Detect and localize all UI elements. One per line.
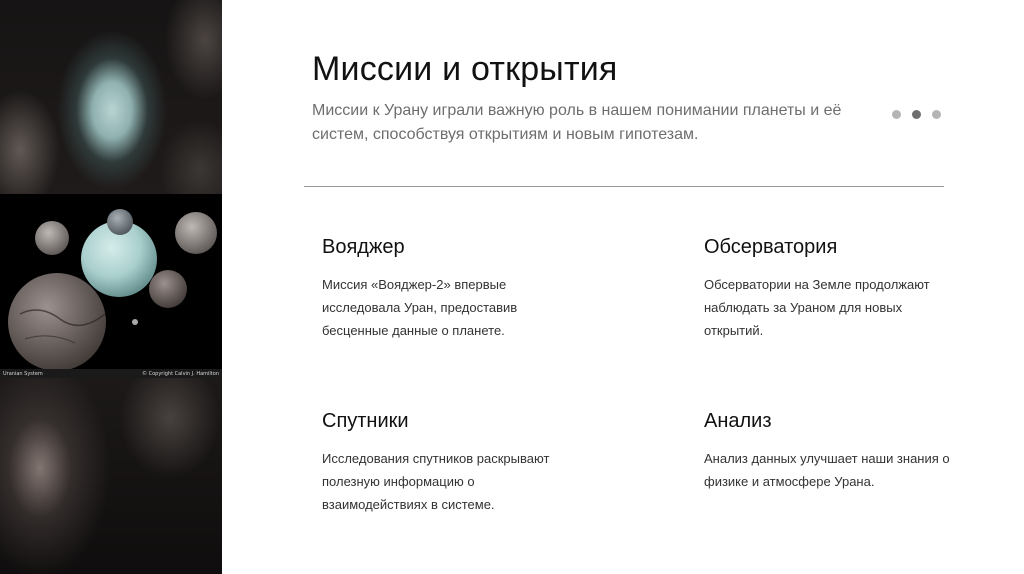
moon-small	[132, 319, 138, 325]
blurred-background-top	[0, 0, 222, 194]
pager-dot-3[interactable]	[932, 110, 941, 119]
side-image-panel	[0, 0, 222, 574]
card-observatory	[704, 236, 954, 342]
card-title: Спутники	[322, 410, 409, 432]
card-text: Исследования спутников раскрывают полезную информацию о взаимодействиях в системе.	[322, 451, 550, 512]
card-title: Вояджер	[322, 236, 405, 258]
pager-dot-1[interactable]	[892, 110, 901, 119]
card-title: Анализ	[704, 410, 772, 432]
card-title: Обсерватория	[704, 236, 838, 258]
image-caption-left: Uranian System	[3, 370, 43, 377]
card-text: Обсерватории на Земле продолжают наблюдать за Ураном для новых открытий.	[704, 277, 930, 338]
blurred-background-bottom	[0, 378, 222, 574]
uranian-system-illustration	[0, 194, 222, 378]
card-text: Анализ данных улучшает наши знания о физике и атмосфере Урана.	[704, 451, 950, 489]
section-divider	[304, 186, 944, 187]
card-analysis	[704, 410, 954, 493]
slide-pager	[892, 110, 941, 119]
image-caption-right: © Copyright Calvin J. Hamilton	[142, 370, 219, 377]
moon-miranda	[107, 209, 133, 235]
card-voyager	[322, 236, 572, 342]
card-text: Миссия «Вояджер-2» впервые исследовала Уран, предоставив бесценные данные о планете.	[322, 277, 518, 338]
moon-umbriel	[175, 212, 217, 254]
moon-ariel	[35, 221, 69, 255]
page-title: Миссии и открытия	[312, 50, 618, 88]
pager-dot-2-active[interactable]	[912, 110, 921, 119]
uranian-system-image	[0, 194, 222, 378]
card-satellites	[322, 410, 572, 516]
page-subtitle: Миссии к Урану играли важную роль в нашем понимании планеты и её систем, способствуя открытиям и новым гипотезам.	[312, 102, 842, 143]
moon-oberon	[149, 270, 187, 308]
image-caption-bar	[0, 369, 222, 378]
